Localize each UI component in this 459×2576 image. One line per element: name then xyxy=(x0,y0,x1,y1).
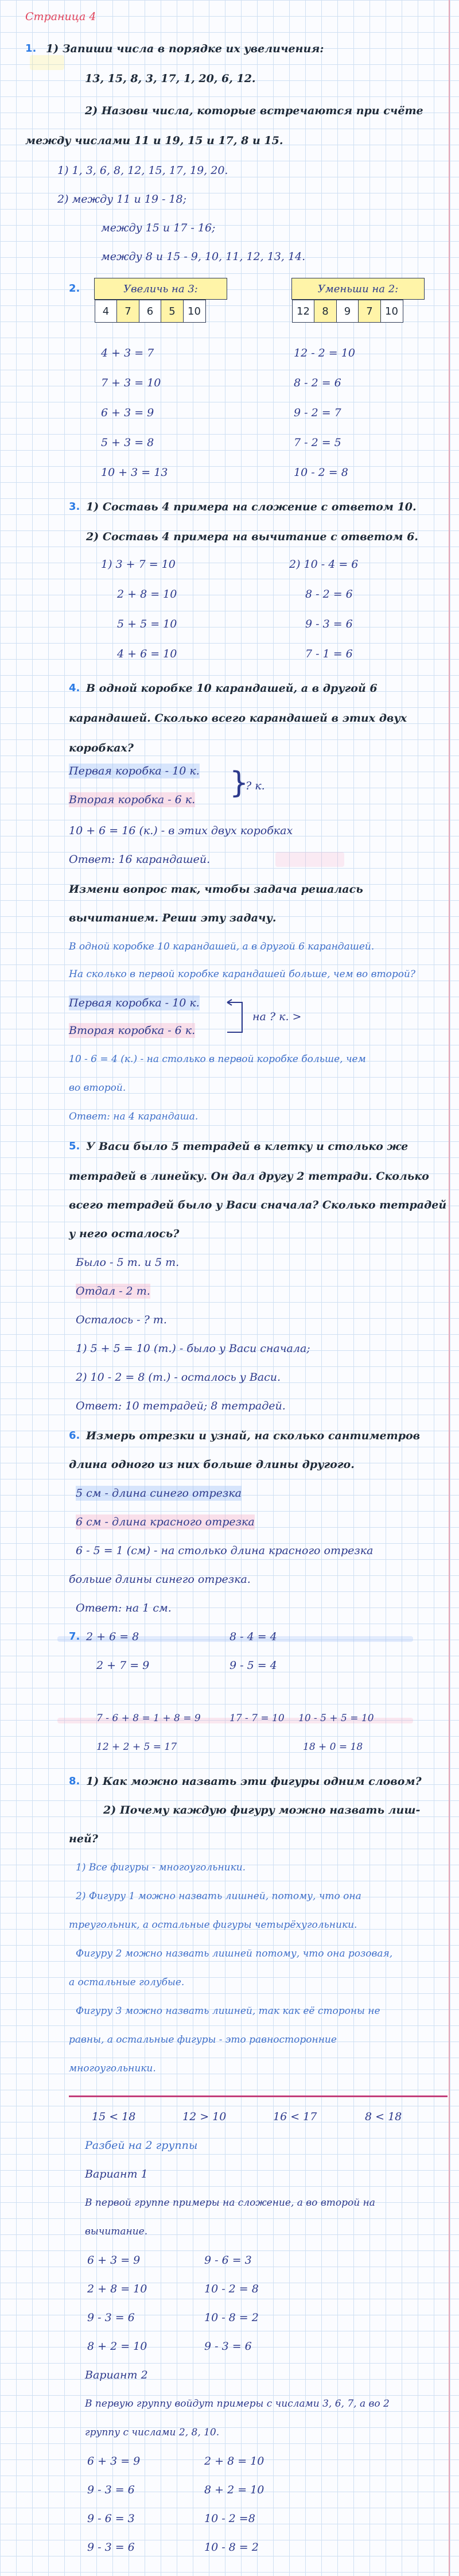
task8-q2: 2) Почему каждую фигуру можно назвать лиш- xyxy=(103,1804,421,1816)
task4-new-solution-1: 10 - 6 = 4 (к.) - на столько в первой коробке больше, чем xyxy=(69,1053,366,1065)
task5-q4: у него осталось? xyxy=(69,1227,180,1240)
task5-short-1: Было - 5 т. и 5 т. xyxy=(76,1256,180,1269)
variant2-title: Вариант 2 xyxy=(85,2369,148,2381)
compare-3: 16 < 17 xyxy=(273,2110,317,2123)
task8-answer-4b: равны, а остальные фигуры - это равносторонние xyxy=(69,2034,337,2046)
task3-right-1: 2) 10 - 4 = 6 xyxy=(289,558,359,571)
compare-4: 8 < 18 xyxy=(365,2110,402,2123)
variant2-left-1: 6 + 3 = 9 xyxy=(87,2455,141,2467)
variant1-right-4: 9 - 3 = 6 xyxy=(204,2340,252,2353)
brace-icon: } xyxy=(230,766,249,800)
task3-left-4: 4 + 6 = 10 xyxy=(117,648,177,660)
task7-bottom-2: 10 - 5 + 5 = 10 xyxy=(298,1713,374,1724)
increase-cell: 5 xyxy=(161,300,184,323)
task4-new-short-2: Вторая коробка - 6 к. xyxy=(69,1024,196,1037)
variant1-right-2: 10 - 2 = 8 xyxy=(204,2283,259,2295)
task7-bottom-3: 17 - 7 = 10 xyxy=(230,1713,285,1724)
task3-left-2: 2 + 8 = 10 xyxy=(117,588,177,601)
task5-solution-2: 2) 10 - 2 = 8 (т.) - осталось у Васи. xyxy=(76,1371,281,1384)
page-title: Страница 4 xyxy=(25,10,96,23)
variant1-right-1: 9 - 6 = 3 xyxy=(204,2254,252,2267)
groups-title: Разбей на 2 группы xyxy=(85,2139,198,2152)
variant1-right-3: 10 - 8 = 2 xyxy=(204,2311,259,2324)
task6-solution-2: больше длины синего отрезка. xyxy=(69,1573,251,1586)
task4-new-solution-2: во второй. xyxy=(69,1082,126,1094)
task6-short-1: 5 см - длина синего отрезка xyxy=(76,1487,242,1500)
task3-left-3: 5 + 5 = 10 xyxy=(117,618,177,630)
task2-number: 2. xyxy=(69,282,80,295)
task1-answer2b: между 15 и 17 - 16; xyxy=(101,222,216,234)
task1-answer2a: 2) между 11 и 19 - 18; xyxy=(57,193,186,206)
margin-line xyxy=(449,0,450,2576)
task6-short-2: 6 см - длина красного отрезка xyxy=(76,1516,255,1528)
task4-q3: коробках? xyxy=(69,742,134,754)
task7-number: 7. xyxy=(69,1630,80,1643)
task5-q3: всего тетрадей было у Васи сначала? Сколько тетрадей xyxy=(69,1199,447,1211)
decrease-cell: 7 xyxy=(358,300,381,323)
task5-number: 5. xyxy=(69,1140,80,1152)
task5-short-3: Осталось - ? т. xyxy=(76,1314,167,1326)
variant2-left-3: 9 - 6 = 3 xyxy=(87,2512,135,2525)
task4-new-2: На сколько в первой коробке карандашей больше, чем во второй? xyxy=(69,969,415,980)
task1-q1: 1) Запиши числа в порядке их увеличения: xyxy=(46,42,324,55)
task2-left-2: 7 + 3 = 10 xyxy=(101,377,161,389)
task7-bottom-1: 7 - 6 + 8 = 1 + 8 = 9 xyxy=(96,1713,201,1724)
task2-left-1: 4 + 3 = 7 xyxy=(101,347,154,359)
task5-answer: Ответ: 10 тетрадей; 8 тетрадей. xyxy=(76,1400,286,1412)
task1-number: 1. xyxy=(25,42,37,55)
variant1-left-2: 2 + 8 = 10 xyxy=(87,2283,147,2295)
task7-row2-left: 2 + 7 = 9 xyxy=(96,1659,150,1672)
decrease-cell: 10 xyxy=(380,300,403,323)
task1-answer1: 1) 1, 3, 6, 8, 12, 15, 17, 19, 20. xyxy=(57,164,228,177)
task6-solution-1: 6 - 5 = 1 (см) - на столько длина красного отрезка xyxy=(76,1544,374,1557)
task4-change-1: Измени вопрос так, чтобы задача решалась xyxy=(69,883,363,896)
task8-answer-4a: Фигуру 3 можно назвать лишней, так как её стороны не xyxy=(76,2005,380,2017)
task4-solution: 10 + 6 = 16 (к.) - в этих двух коробках xyxy=(69,824,293,837)
task4-arrow-question: на ? к. > xyxy=(252,1010,302,1023)
variant2-right-3: 10 - 2 =8 xyxy=(204,2512,255,2525)
task1-q2: 2) Назови числа, которые встречаются при счёте xyxy=(85,104,423,117)
task4-q1: В одной коробке 10 карандашей, а в другой 6 xyxy=(86,682,378,695)
task8-answer-3a: Фигуру 2 можно назвать лишней потому, что она розовая, xyxy=(76,1948,393,1959)
task8-answer-4c: многоугольники. xyxy=(69,2063,156,2074)
task3-q1: 1) Составь 4 примера на сложение с ответом 10. xyxy=(86,501,417,513)
variant2-right-2: 8 + 2 = 10 xyxy=(204,2484,264,2496)
task3-right-3: 9 - 3 = 6 xyxy=(305,618,353,630)
task4-answer: Ответ: 16 карандашей. xyxy=(69,853,211,866)
variant1-text-2: вычитание. xyxy=(85,2226,148,2237)
task5-solution-1: 1) 5 + 5 = 10 (т.) - было у Васи сначала; xyxy=(76,1342,310,1355)
increase-cell: 6 xyxy=(139,300,162,323)
task4-short-2: Вторая коробка - 6 к. xyxy=(69,793,196,806)
task8-answer-1: 1) Все фигуры - многоугольники. xyxy=(76,1862,246,1873)
task3-q2: 2) Составь 4 примера на вычитание с ответом 6. xyxy=(86,530,418,543)
task3-right-2: 8 - 2 = 6 xyxy=(305,588,353,601)
variant2-text-1: В первую группу войдут примеры с числами 3, 6, 7, а во 2 xyxy=(85,2398,390,2410)
compare-1: 15 < 18 xyxy=(92,2110,136,2123)
variant1-text-1: В первой группе примеры на сложение, а во второй на xyxy=(85,2197,375,2209)
decrease-cell: 9 xyxy=(336,300,359,323)
variant1-left-1: 6 + 3 = 9 xyxy=(87,2254,141,2267)
task1-numbers: 13, 15, 8, 3, 17, 1, 20, 6, 12. xyxy=(85,72,256,85)
variant2-right-1: 2 + 8 = 10 xyxy=(204,2455,264,2467)
task5-q2: тетрадей в линейку. Он дал другу 2 тетради. Сколько xyxy=(69,1170,429,1183)
task2-right-4: 7 - 2 = 5 xyxy=(294,436,341,449)
compare-2: 12 > 10 xyxy=(182,2110,227,2123)
task3-left-1: 1) 3 + 7 = 10 xyxy=(101,558,176,571)
task8-answer-2b: треугольник, а остальные фигуры четырёхугольники. xyxy=(69,1919,357,1931)
task4-new-answer: Ответ: на 4 карандаша. xyxy=(69,1111,199,1122)
task8-number: 8. xyxy=(69,1775,80,1787)
task4-new-short-1: Первая коробка - 10 к. xyxy=(69,997,200,1009)
task2-right-3: 9 - 2 = 7 xyxy=(294,406,341,419)
decrease-header: Уменьши на 2: xyxy=(291,278,425,300)
task6-number: 6. xyxy=(69,1430,80,1442)
variant2-left-2: 9 - 3 = 6 xyxy=(87,2484,135,2496)
task3-number: 3. xyxy=(69,501,80,513)
task5-short-2: Отдал - 2 т. xyxy=(76,1285,150,1297)
task5-q1: У Васи было 5 тетрадей в клетку и столько же xyxy=(86,1140,409,1153)
task2-left-5: 10 + 3 = 13 xyxy=(101,466,168,479)
section-divider xyxy=(69,2095,448,2097)
variant2-text-2: группу с числами 2, 8, 10. xyxy=(85,2427,220,2438)
task7-row1-right: 8 - 4 = 4 xyxy=(230,1630,277,1643)
task3-right-4: 7 - 1 = 6 xyxy=(305,648,353,660)
increase-cell: 10 xyxy=(183,300,206,323)
task6-q1: Измерь отрезки и узнай, на сколько сантиметров xyxy=(86,1430,421,1442)
increase-header: Увеличь на 3: xyxy=(94,278,227,300)
increase-cell: 4 xyxy=(95,300,118,323)
task2-left-4: 5 + 3 = 8 xyxy=(101,436,154,449)
task1-answer2c: между 8 и 15 - 9, 10, 11, 12, 13, 14. xyxy=(101,250,306,263)
bracket-arrow-icon xyxy=(225,999,248,1037)
task7-bottom-4: 12 + 2 + 5 = 17 xyxy=(96,1741,177,1753)
task1-q2b: между числами 11 и 19, 15 и 17, 8 и 15. xyxy=(25,134,283,147)
task7-row1-left: 2 + 6 = 8 xyxy=(86,1630,139,1643)
decrease-cells xyxy=(293,300,403,323)
task7-bottom-5: 18 + 0 = 18 xyxy=(303,1741,363,1753)
task2-right-1: 12 - 2 = 10 xyxy=(294,347,355,359)
variant1-left-4: 8 + 2 = 10 xyxy=(87,2340,147,2353)
task7-row2-right: 9 - 5 = 4 xyxy=(230,1659,277,1672)
task4-change-2: вычитанием. Реши эту задачу. xyxy=(69,912,277,924)
variant1-left-3: 9 - 3 = 6 xyxy=(87,2311,135,2324)
increase-cells xyxy=(95,300,206,323)
variant1-title: Вариант 1 xyxy=(85,2168,148,2180)
task4-new-1: В одной коробке 10 карандашей, а в другой 6 карандашей. xyxy=(69,941,375,952)
task6-answer: Ответ: на 1 см. xyxy=(76,1602,172,1614)
decrease-cell: 12 xyxy=(292,300,315,323)
variant2-right-4: 10 - 8 = 2 xyxy=(204,2541,259,2554)
task8-answer-3b: а остальные голубые. xyxy=(69,1977,185,1988)
task8-q2b: ней? xyxy=(69,1833,98,1845)
task4-q2: карандашей. Сколько всего карандашей в этих двух xyxy=(69,712,407,725)
decrease-cell: 8 xyxy=(314,300,337,323)
task8-answer-2a: 2) Фигуру 1 можно назвать лишней, потому, что она xyxy=(76,1891,361,1902)
variant2-left-4: 9 - 3 = 6 xyxy=(87,2541,135,2554)
decor-sticker xyxy=(275,852,344,867)
task4-number: 4. xyxy=(69,682,80,694)
task4-brace-question: ? к. xyxy=(246,780,265,792)
task2-right-5: 10 - 2 = 8 xyxy=(294,466,348,479)
decor-sticker xyxy=(30,55,64,70)
increase-cell: 7 xyxy=(116,300,139,323)
task2-right-2: 8 - 2 = 6 xyxy=(294,377,341,389)
task4-short-1: Первая коробка - 10 к. xyxy=(69,765,200,777)
task2-left-3: 6 + 3 = 9 xyxy=(101,406,154,419)
task8-q1: 1) Как можно назвать эти фигуры одним словом? xyxy=(86,1775,422,1788)
task6-q2: длина одного из них больше длины другого. xyxy=(69,1458,355,1471)
